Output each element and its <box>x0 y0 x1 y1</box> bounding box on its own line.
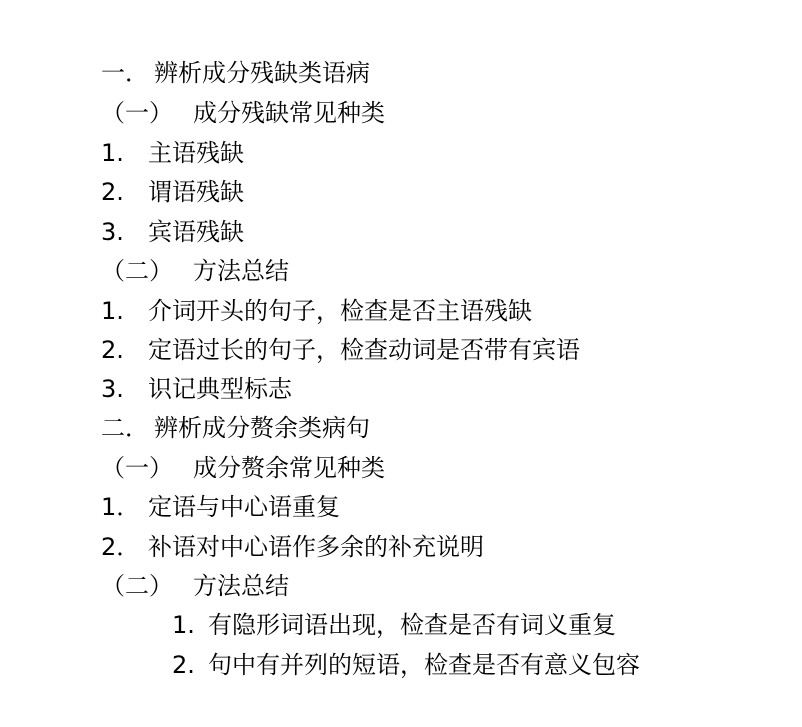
list-item-text: 宾语残缺 <box>148 218 244 246</box>
list-item-text: 谓语残缺 <box>148 178 244 206</box>
list-item-text: 定语与中心语重复 <box>148 493 340 521</box>
subsection-number: （一） <box>101 99 173 127</box>
list-item-number: 2. <box>172 651 195 679</box>
list-item <box>101 487 340 527</box>
list-item-text: 介词开头的句子，检查是否主语残缺 <box>148 297 532 325</box>
list-item-text: 补语对中心语作多余的补充说明 <box>148 533 484 561</box>
list-item-number: 1． <box>101 493 141 521</box>
list-item-text: 主语残缺 <box>148 139 244 167</box>
list-item <box>101 212 244 252</box>
subsection-title: 成分赘余常见种类 <box>193 454 385 482</box>
subsection-number: （二） <box>101 257 173 285</box>
subsection-heading <box>101 448 385 488</box>
list-item-text: 有隐形词语出现，检查是否有词义重复 <box>208 611 616 639</box>
section-title: 辨析成分残缺类语病 <box>154 59 370 87</box>
list-item-text: 定语过长的句子，检查动词是否带有宾语 <box>148 336 580 364</box>
list-item <box>101 369 292 409</box>
subsection-title: 方法总结 <box>193 257 289 285</box>
list-item-number: 2． <box>101 533 141 561</box>
subsection-heading <box>101 566 289 606</box>
subsection-title: 成分残缺常见种类 <box>193 99 385 127</box>
list-item <box>101 133 244 173</box>
list-item-text: 句中有并列的短语，检查是否有意义包容 <box>208 651 640 679</box>
section-number: 二． <box>101 414 149 442</box>
list-item-number: 1. <box>101 139 124 167</box>
list-item <box>172 605 616 645</box>
subsection-heading <box>101 251 289 291</box>
section-heading <box>101 53 370 93</box>
list-item-number: 3. <box>101 218 124 246</box>
list-item <box>172 645 640 685</box>
list-item-number: 1. <box>101 297 124 325</box>
section-title: 辨析成分赘余类病句 <box>154 414 370 442</box>
list-item <box>101 330 580 370</box>
list-item-number: 3. <box>101 375 124 403</box>
subsection-number: （二） <box>101 572 173 600</box>
list-item <box>101 172 244 212</box>
section-heading <box>101 408 370 448</box>
list-item-text: 识记典型标志 <box>148 375 292 403</box>
section-number: 一． <box>101 59 149 87</box>
list-item-number: 2. <box>101 336 124 364</box>
list-item <box>101 527 484 567</box>
list-item-number: 1. <box>172 611 195 639</box>
list-item <box>101 291 532 331</box>
subsection-heading <box>101 93 385 133</box>
list-item-number: 2. <box>101 178 124 206</box>
subsection-title: 方法总结 <box>193 572 289 600</box>
subsection-number: （一） <box>101 454 173 482</box>
